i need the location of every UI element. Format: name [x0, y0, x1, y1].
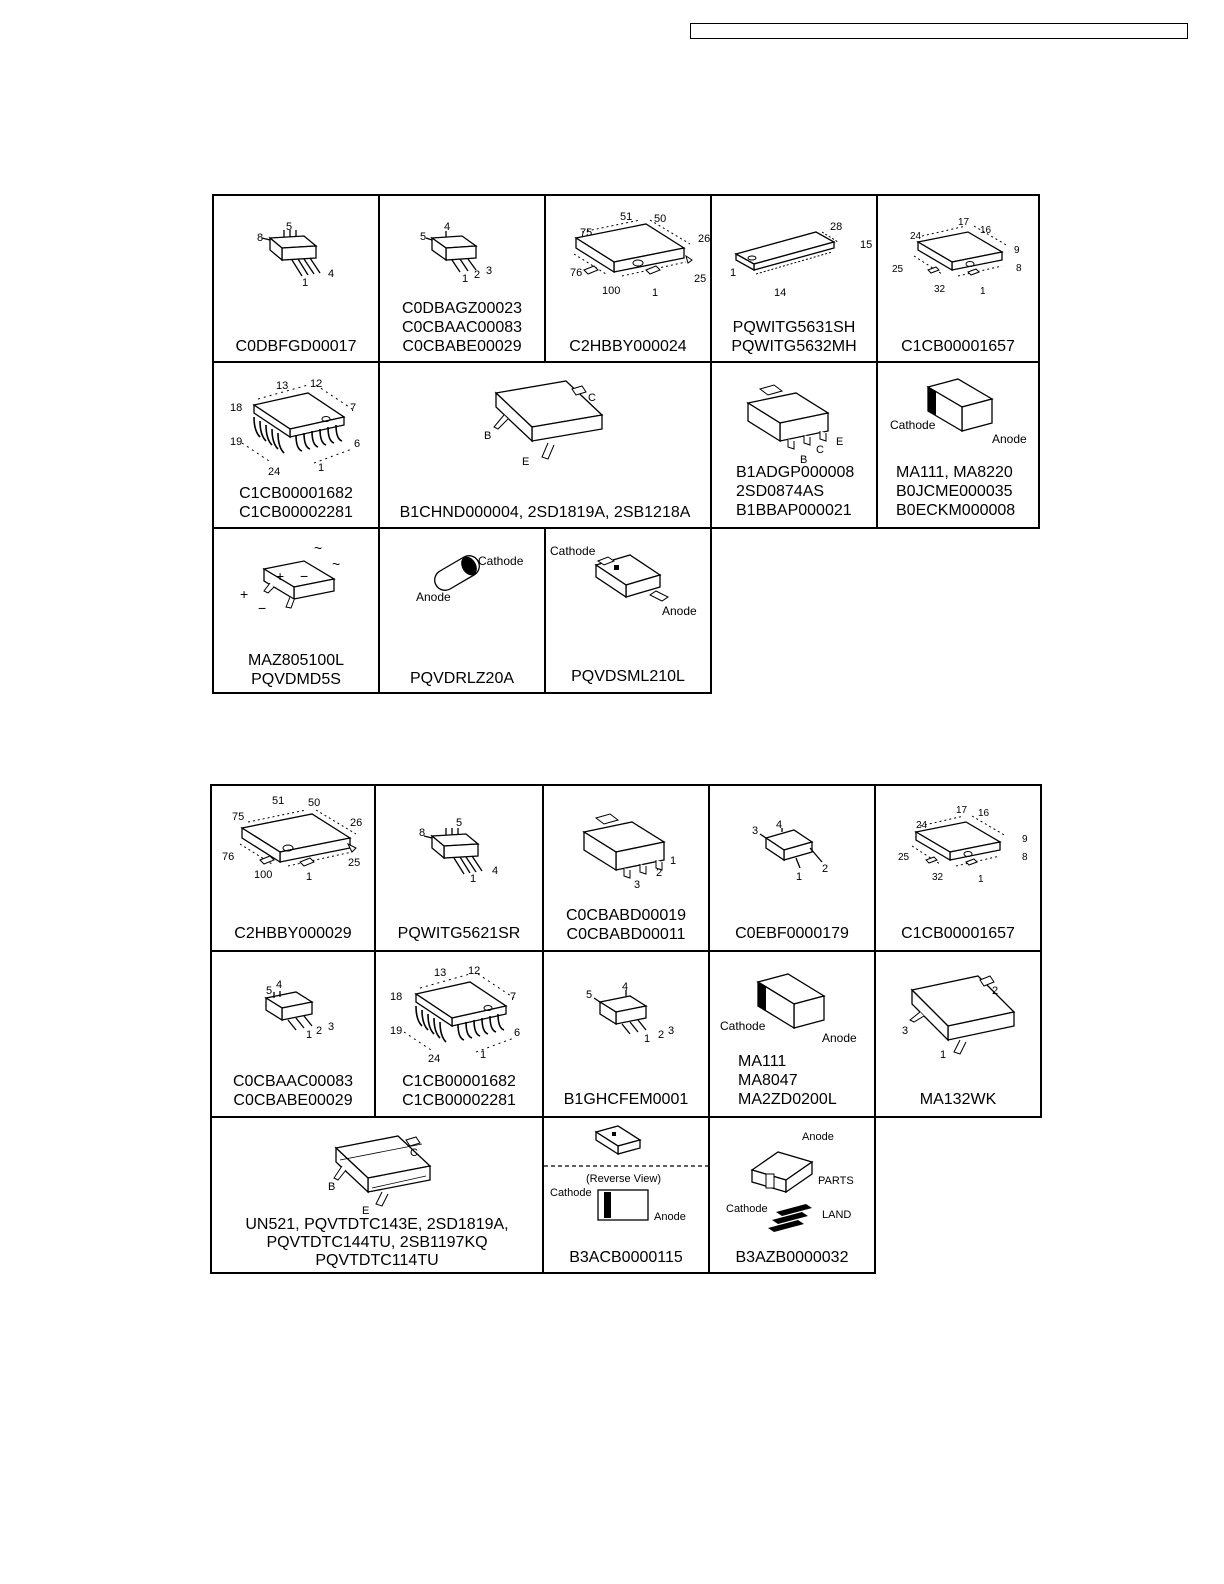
cell-c1cb00001682-2	[376, 952, 544, 1118]
part-number: C0CBABE00029	[233, 1092, 353, 1109]
svg-text:24: 24	[910, 231, 922, 242]
svg-text:8: 8	[419, 827, 426, 839]
svg-text:~: ~	[332, 556, 341, 572]
anode-label: Anode	[992, 432, 1027, 446]
pin-e-label: E	[836, 436, 844, 448]
svg-text:3: 3	[328, 1021, 335, 1033]
svg-text:8: 8	[1022, 852, 1028, 863]
svg-text:5: 5	[456, 817, 463, 829]
part-number: B3AZB0000032	[735, 1249, 849, 1266]
svg-text:6: 6	[514, 1027, 521, 1039]
svg-text:51: 51	[620, 211, 633, 223]
svg-text:16: 16	[980, 225, 992, 236]
pin-e-label: E	[522, 456, 530, 468]
part-number: PQVTDTC144TU, 2SB1197KQ	[266, 1234, 488, 1251]
svg-text:51: 51	[272, 795, 285, 807]
part-number: PQVDMD5S	[251, 671, 341, 688]
part-number: PQVDRLZ20A	[409, 670, 515, 687]
anode-label: Anode	[802, 1131, 834, 1143]
part-number: MA8047	[738, 1072, 798, 1089]
anode-label: Anode	[662, 604, 697, 618]
svg-text:2: 2	[474, 269, 481, 281]
svg-text:16: 16	[978, 808, 990, 819]
svg-text:25: 25	[348, 857, 361, 869]
part-number: 2SD0874AS	[736, 483, 825, 500]
part-number: C0CBABD00011	[566, 926, 686, 943]
anode-label: Anode	[654, 1211, 686, 1223]
svg-text:1: 1	[978, 874, 984, 885]
part-number: C0CBABD00019	[565, 907, 687, 924]
cell-pqwitg5621sr	[376, 786, 544, 952]
part-number: C0CBAAC00083	[401, 319, 523, 336]
svg-text:25: 25	[694, 273, 707, 285]
part-number: B0ECKM000008	[896, 502, 1016, 519]
part-number: MA2ZD0200L	[738, 1091, 837, 1108]
svg-text:2: 2	[658, 1029, 665, 1041]
cell-c0ebf0000179	[710, 786, 876, 952]
reverse-view-label: (Reverse View)	[586, 1173, 661, 1185]
svg-text:100: 100	[254, 869, 273, 881]
svg-text:4: 4	[276, 979, 283, 991]
svg-text:50: 50	[654, 213, 667, 225]
svg-text:18: 18	[230, 402, 243, 414]
cell-c0dbfgd00017	[214, 196, 380, 363]
svg-text:1: 1	[670, 855, 677, 867]
part-number: MA111	[738, 1053, 787, 1070]
part-number: PQWITG5632MH	[731, 338, 857, 355]
cathode-label: Cathode	[478, 554, 524, 568]
part-number: B1GHCFEM0001	[563, 1091, 689, 1108]
svg-text:5: 5	[286, 221, 293, 233]
part-number: C1CB00001657	[901, 338, 1015, 355]
part-number: PQWITG5631SH	[732, 319, 856, 336]
cell-ma111-2	[710, 952, 876, 1118]
part-number: C1CB00002281	[402, 1092, 516, 1109]
cathode-label: Cathode	[550, 1187, 592, 1199]
part-number: C0CBABE00029	[402, 338, 522, 355]
cell-pqwitg5631sh	[712, 196, 878, 363]
cell-c1cb00001657	[878, 196, 1040, 363]
svg-text:17: 17	[958, 217, 970, 228]
svg-text:3: 3	[902, 1025, 909, 1037]
svg-text:1: 1	[652, 287, 659, 299]
parts-table-2	[210, 784, 1042, 1274]
svg-text:12: 12	[310, 378, 323, 390]
svg-text:15: 15	[860, 239, 873, 251]
cell-c2hbby000029	[212, 786, 376, 952]
svg-text:14: 14	[774, 287, 787, 299]
svg-text:76: 76	[570, 267, 583, 279]
cell-b1chnd000004	[380, 363, 712, 529]
parts-table-1	[212, 194, 1040, 694]
svg-text:2: 2	[656, 867, 663, 879]
svg-text:4: 4	[776, 819, 783, 831]
part-number: C2HBBY000024	[569, 338, 687, 355]
part-number: PQWITG5621SR	[397, 925, 521, 942]
cell-pqvdrlz20a	[380, 529, 546, 694]
svg-text:2: 2	[822, 863, 829, 875]
part-number: MAZ805100L	[247, 652, 345, 669]
svg-text:1: 1	[480, 1049, 487, 1061]
svg-text:50: 50	[308, 797, 321, 809]
svg-text:13: 13	[276, 380, 289, 392]
part-number: C2HBBY000029	[234, 925, 352, 942]
svg-text:4: 4	[444, 221, 451, 233]
svg-text:3: 3	[634, 879, 641, 891]
part-number: MA132WK	[919, 1091, 997, 1108]
cell-un521	[212, 1118, 544, 1274]
cell-b3azb0000032	[710, 1118, 876, 1274]
svg-text:76: 76	[222, 851, 235, 863]
cell-maz805100l	[214, 529, 380, 694]
part-number: C1CB00002281	[239, 504, 353, 521]
svg-text:13: 13	[434, 967, 447, 979]
part-number: PQVTDTC114TU	[315, 1252, 439, 1269]
svg-text:28: 28	[830, 221, 843, 233]
svg-text:3: 3	[752, 825, 759, 837]
cell-c0cbabd00019	[544, 786, 710, 952]
svg-text:19: 19	[230, 436, 243, 448]
svg-text:1: 1	[796, 871, 803, 883]
cell-b3acb0000115	[544, 1118, 710, 1274]
cell-pqvdsml210l	[546, 529, 712, 694]
part-number: C1CB00001682	[402, 1073, 516, 1090]
svg-text:24: 24	[916, 820, 928, 831]
part-number: B3ACB0000115	[569, 1249, 683, 1266]
svg-text:24: 24	[428, 1053, 441, 1065]
svg-text:26: 26	[350, 817, 363, 829]
svg-text:1: 1	[730, 267, 737, 279]
svg-text:1: 1	[644, 1033, 651, 1045]
svg-text:1: 1	[306, 1029, 313, 1041]
svg-text:1: 1	[302, 277, 309, 289]
svg-text:17: 17	[956, 805, 968, 816]
part-number: B1CHND000004, 2SD1819A, 2SB1218A	[399, 504, 691, 521]
svg-text:75: 75	[232, 811, 245, 823]
svg-text:1: 1	[462, 273, 469, 285]
svg-text:7: 7	[510, 991, 517, 1003]
svg-text:25: 25	[892, 264, 904, 275]
svg-text:32: 32	[934, 284, 946, 295]
svg-text:1: 1	[470, 873, 477, 885]
cell-ma111	[878, 363, 1040, 529]
part-number: C1CB00001657	[901, 925, 1015, 942]
part-number: B1BBAP000021	[736, 502, 852, 519]
pin-b-label: B	[328, 1181, 336, 1193]
svg-text:100: 100	[602, 285, 621, 297]
part-number: C0EBF0000179	[735, 925, 849, 942]
svg-text:+: +	[240, 586, 249, 602]
svg-text:4: 4	[492, 865, 499, 877]
cell-ma132wk	[876, 952, 1042, 1118]
cathode-label: Cathode	[726, 1203, 768, 1215]
svg-text:9: 9	[1014, 245, 1020, 256]
part-number: C0CBAAC00083	[232, 1073, 354, 1090]
cell-c1cb00001682	[214, 363, 380, 529]
svg-text:24: 24	[268, 466, 281, 478]
pin-e-label: E	[362, 1205, 370, 1217]
part-number: C0DBAGZ00023	[401, 300, 523, 317]
svg-text:32: 32	[932, 872, 944, 883]
cell-c0dbagz00023	[380, 196, 546, 363]
svg-text:8: 8	[257, 232, 264, 244]
land-label: LAND	[822, 1209, 852, 1221]
svg-text:7: 7	[350, 402, 357, 414]
svg-text:5: 5	[266, 985, 273, 997]
svg-text:75: 75	[580, 227, 593, 239]
cathode-label: Cathode	[550, 544, 596, 558]
part-number: UN521, PQVTDTC143E, 2SD1819A,	[245, 1216, 509, 1233]
cell-c2hbby000024	[546, 196, 712, 363]
anode-label: Anode	[416, 590, 451, 604]
cathode-label: Cathode	[890, 418, 936, 432]
cell-b1adgp000008	[712, 363, 878, 529]
svg-text:~: ~	[314, 540, 323, 556]
header-box	[690, 23, 1188, 39]
svg-text:−: −	[258, 600, 267, 616]
svg-text:2: 2	[992, 985, 999, 997]
svg-text:6: 6	[354, 438, 361, 450]
svg-text:12: 12	[468, 965, 481, 977]
svg-text:18: 18	[390, 991, 403, 1003]
svg-text:25: 25	[898, 852, 910, 863]
svg-text:1: 1	[318, 462, 325, 474]
part-number: C0DBFGD00017	[235, 338, 357, 355]
parts-label: PARTS	[818, 1175, 854, 1187]
svg-text:1: 1	[940, 1049, 947, 1061]
svg-text:1: 1	[306, 871, 313, 883]
part-number: PQVDSML210L	[571, 668, 685, 685]
svg-text:5: 5	[586, 989, 593, 1001]
pin-c-label: C	[410, 1147, 418, 1159]
svg-text:19: 19	[390, 1025, 403, 1037]
svg-text:9: 9	[1022, 834, 1028, 845]
cell-c0cbaac00083	[212, 952, 376, 1118]
svg-text:1: 1	[980, 286, 986, 297]
svg-text:3: 3	[486, 265, 493, 277]
svg-text:8: 8	[1016, 263, 1022, 274]
anode-label: Anode	[822, 1031, 857, 1045]
svg-text:3: 3	[668, 1025, 675, 1037]
part-number: B0JCME000035	[896, 483, 1013, 500]
svg-text:5: 5	[420, 231, 427, 243]
svg-text:4: 4	[328, 268, 335, 280]
part-number: B1ADGP000008	[736, 464, 855, 481]
svg-text:4: 4	[622, 981, 629, 993]
cell-c1cb00001657-2	[876, 786, 1042, 952]
pin-c-label: C	[816, 444, 824, 456]
svg-text:+: +	[276, 568, 285, 584]
cathode-label: Cathode	[720, 1019, 766, 1033]
pin-c-label: C	[588, 392, 596, 404]
svg-text:2: 2	[316, 1025, 323, 1037]
part-number: MA111, MA8220	[896, 464, 1013, 481]
cell-b1ghcfem0001	[544, 952, 710, 1118]
pin-b-label: B	[800, 454, 808, 466]
pin-b-label: B	[484, 430, 492, 442]
svg-text:−: −	[300, 568, 309, 584]
svg-text:26: 26	[698, 233, 711, 245]
part-number: C1CB00001682	[239, 485, 353, 502]
